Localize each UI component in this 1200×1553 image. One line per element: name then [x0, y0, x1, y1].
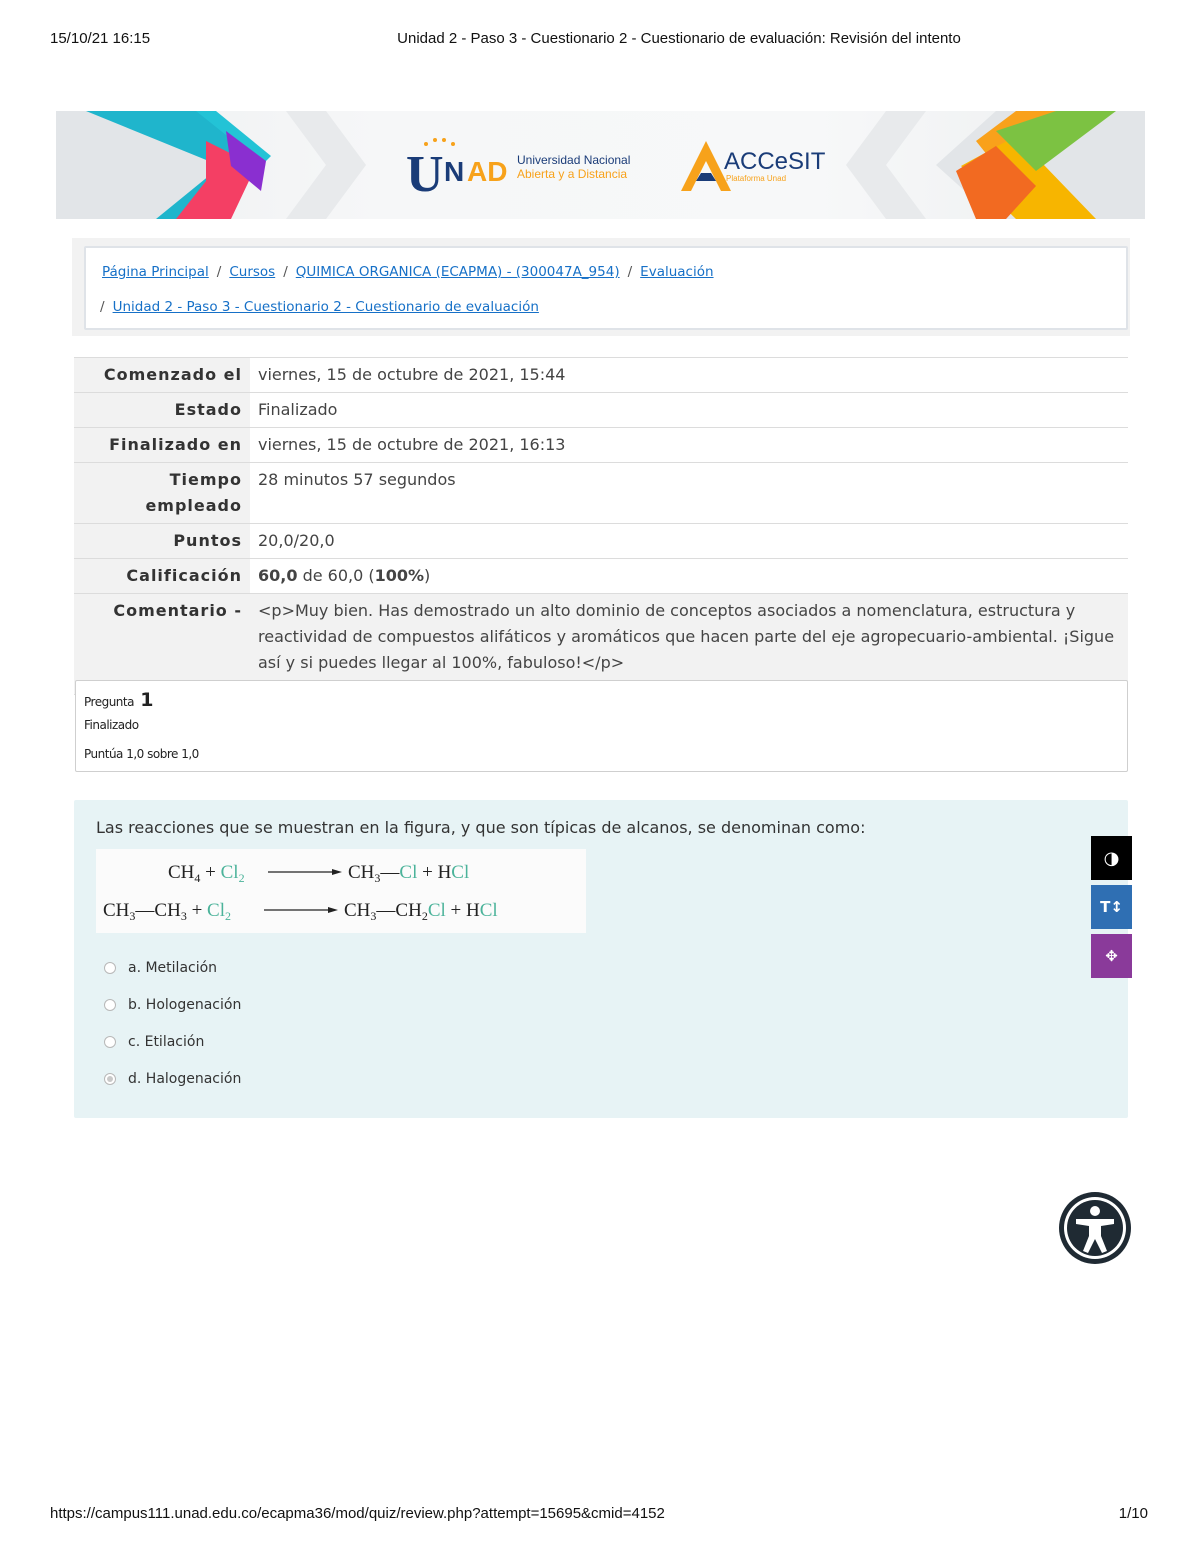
site-banner: [56, 111, 1145, 219]
points-value: 20,0/20,0: [250, 524, 1128, 559]
question-state: Finalizado: [84, 718, 139, 732]
answer-label-a: a. Metilación: [128, 960, 218, 976]
print-page-number: 1/10: [1118, 1505, 1148, 1522]
grade-label: Calificación: [74, 559, 250, 594]
contrast-icon: ◑: [1103, 847, 1120, 869]
started-label: Comenzado el: [74, 358, 250, 393]
print-title: Unidad 2 - Paso 3 - Cuestionario 2 - Cuestionario de evaluación: Revisión del intento: [397, 30, 961, 47]
breadcrumb-container: [72, 238, 1130, 336]
svg-text:CH3—CH2Cl + HCl: $CH_3—CH_2Cl$ + HCl: [344, 900, 498, 923]
summary-row-time: [74, 463, 1128, 524]
university-name-line2: Abierta y a Distancia: [517, 167, 628, 181]
attempt-summary-table: [74, 357, 1128, 695]
reaction-figure: [96, 849, 586, 933]
summary-row-points: [74, 524, 1128, 559]
question-content: [74, 800, 1128, 1118]
svg-text:Plataforma Unad: Plataforma Unad: [726, 174, 787, 183]
accesit-logo-text: ACCeSIT: [724, 148, 826, 175]
radio-d[interactable]: [104, 1073, 116, 1085]
question-number: 1: [140, 689, 154, 711]
banner-graphic: [56, 111, 1145, 219]
question-label: Pregunta: [84, 695, 134, 709]
comment-label: Comentario -: [74, 594, 250, 695]
summary-row-state: [74, 393, 1128, 428]
breadcrumb-quiz-link[interactable]: Unidad 2 - Paso 3 - Cuestionario 2 - Cuestionario de evaluación: [112, 299, 539, 315]
print-url: https://campus111.unad.edu.co/ecapma36/mod/quiz/review.php?attempt=15695&cmid=4152: [50, 1505, 665, 1522]
puzzle-icon: ✥: [1105, 947, 1118, 965]
radio-b[interactable]: [104, 999, 116, 1011]
university-name-line1: Universidad Nacional: [517, 153, 631, 167]
state-value: Finalizado: [250, 393, 1128, 428]
answer-label-d: d. Halogenación: [128, 1071, 242, 1087]
accessibility-person-icon: [1058, 1191, 1132, 1265]
answer-label-c: c. Etilación: [128, 1034, 205, 1050]
radio-a[interactable]: [104, 962, 116, 974]
text-size-icon: T↕: [1100, 898, 1123, 916]
accessibility-button[interactable]: [1058, 1191, 1132, 1265]
text-size-button[interactable]: [1091, 885, 1132, 929]
answer-label-b: b. Hologenación: [128, 997, 242, 1013]
accessibility-tools-button[interactable]: [1091, 934, 1132, 978]
breadcrumb: Página Principal / Cursos / QUIMICA ORGANICA (ECAPMA) - (300047A_954) / Evaluación / Unidad 2 - Paso 3 - Cuestionario 2 - Cuestionario de evaluación: [84, 246, 1128, 330]
question-text: Las reacciones que se muestran en la figura, y que son típicas de alcanos, se denominan como:: [96, 818, 866, 837]
finished-label: Finalizado en: [74, 428, 250, 463]
breadcrumb-home-link[interactable]: Página Principal: [102, 264, 209, 280]
svg-text:AD: AD: [467, 156, 508, 187]
svg-text:CH3—Cl + HCl: $CH_3—Cl$ + HCl: [348, 862, 470, 885]
summary-row-started: [74, 358, 1128, 393]
svg-text:CH4 + Cl2: $CH_4 + Cl_2$: [168, 862, 245, 885]
question-info: [75, 680, 1128, 772]
radio-c[interactable]: [104, 1036, 116, 1048]
breadcrumb-course-link[interactable]: QUIMICA ORGANICA (ECAPMA) - (300047A_954): [295, 264, 620, 280]
contrast-toggle-button[interactable]: [1091, 836, 1132, 880]
unad-logo-u: U: [406, 146, 444, 203]
grade-value: 60,0 de 60,0 (100%): [250, 559, 1128, 594]
svg-text:N: N: [444, 156, 465, 187]
comment-value: <p>Muy bien. Has demostrado un alto dominio de conceptos asociados a nomenclatura, estructura y reactividad de compuestos alifáticos y aromáticos que hacen parte del eje agropecuario-ambiental. ¡Sigue así y si puedes llegar al 100%, fabuloso!</p>: [250, 594, 1128, 695]
time-value: 28 minutos 57 segundos: [250, 463, 1128, 524]
summary-row-grade: [74, 559, 1128, 594]
question-score: Puntúa 1,0 sobre 1,0: [84, 747, 199, 761]
reaction-equations-image: [96, 849, 586, 933]
finished-value: viernes, 15 de octubre de 2021, 16:13: [250, 428, 1128, 463]
breadcrumb-courses-link[interactable]: Cursos: [229, 264, 276, 280]
svg-text:CH3—CH3 + Cl2: $CH_3—CH_3 + Cl_2$: [103, 900, 231, 923]
time-label: Tiempo empleado: [74, 463, 250, 524]
points-label: Puntos: [74, 524, 250, 559]
breadcrumb-evaluation-link[interactable]: Evaluación: [640, 264, 714, 280]
print-datetime: 15/10/21 16:15: [50, 30, 151, 47]
started-value: viernes, 15 de octubre de 2021, 15:44: [250, 358, 1128, 393]
summary-row-finished: [74, 428, 1128, 463]
state-label: Estado: [74, 393, 250, 428]
